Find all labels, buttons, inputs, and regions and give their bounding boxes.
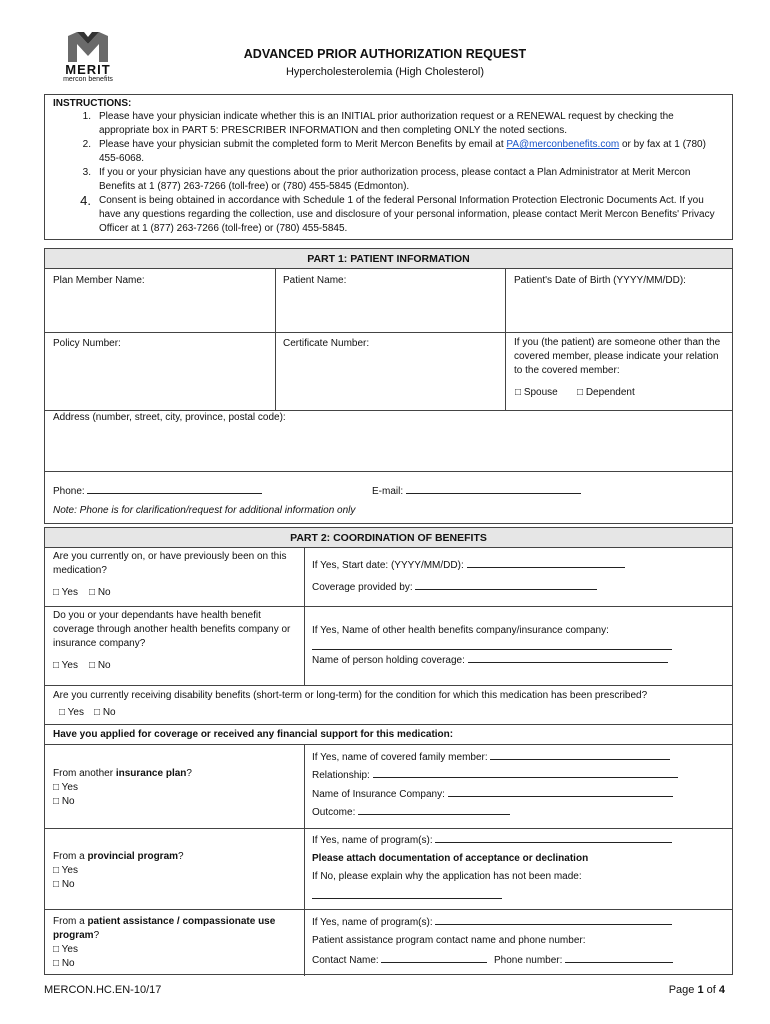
instructions-heading: INSTRUCTIONS: (53, 98, 132, 109)
provincial-program-question: From a provincial program? (53, 851, 184, 862)
disability-no[interactable]: □ No (94, 707, 116, 718)
instruction-item: 2. Please have your physician submit the completed form to Merit Mercon Benefits by email at PA@merconbenefits.com or by fax at 1 (780) 455-6068. (82, 139, 706, 164)
provincial-program-yes[interactable]: □ Yes (53, 865, 78, 876)
form-subtitle: Hypercholesterolemia (High Cholesterol) (285, 66, 485, 78)
provincial-program-name-field[interactable]: If Yes, name of program(s): (312, 833, 672, 848)
patient-assistance-no[interactable]: □ No (53, 958, 75, 969)
explain-label: If No, please explain why the application has not been made: (312, 871, 582, 882)
relation-label: If you (the patient) are someone other than the covered member, please indicate your relation to the covered member: (514, 337, 721, 376)
patient-dob-label: Patient's Date of Birth (YYYY/MM/DD): (514, 275, 686, 286)
other-coverage-question: Do you or your dependants have health benefit coverage through another health benefits company or insurance company? (53, 610, 291, 649)
policy-number-label: Policy Number: (53, 338, 121, 349)
part2-header: PART 2: COORDINATION OF BENEFITS (45, 528, 732, 548)
phone-line (87, 484, 262, 494)
logo-subtitle: mercon benefits (63, 76, 113, 83)
page-number: Page 1 of 4 (668, 984, 725, 996)
part2-section (44, 527, 733, 975)
instructions-box (44, 94, 733, 240)
disability-question: Are you currently receiving disability benefits (short-term or long-term) for the condition for which this medication has been prescribed? (53, 690, 648, 701)
address-label: Address (number, street, city, province, postal code): (53, 412, 286, 423)
insurance-plan-no[interactable]: □ No (53, 796, 75, 807)
logo-company: MERIT (65, 62, 111, 77)
attach-documentation-note: Please attach documentation of acceptance or declination (312, 853, 589, 864)
insurance-plan-yes[interactable]: □ Yes (53, 782, 78, 793)
contact-phone-field[interactable]: Phone number: (494, 953, 673, 968)
financial-support-question: Have you applied for coverage or received any financial support for this medication: (53, 729, 454, 740)
part1-section (44, 248, 733, 524)
spouse-checkbox[interactable]: □ Spouse (515, 387, 558, 398)
patient-assistance-question: From a patient assistance / compassionate use program? (53, 916, 276, 941)
explain-line[interactable] (312, 889, 502, 899)
other-coverage-yes[interactable]: □ Yes (53, 660, 78, 671)
patient-name-label: Patient Name: (283, 275, 347, 286)
outcome-field[interactable]: Outcome: (312, 805, 510, 820)
coverage-holder-field[interactable]: Name of person holding coverage: (312, 653, 668, 668)
certificate-number-label: Certificate Number: (283, 338, 370, 349)
other-company-line[interactable] (312, 640, 672, 650)
pap-contact-label: Patient assistance program contact name and phone number: (312, 935, 586, 946)
current-medication-question: Are you currently on, or have previously been on this medication? (53, 551, 287, 576)
insurance-plan-question: From another insurance plan? (53, 768, 192, 779)
email-field[interactable]: E-mail: (372, 484, 581, 499)
patient-assistance-yes[interactable]: □ Yes (53, 944, 78, 955)
relationship-field[interactable]: Relationship: (312, 768, 678, 783)
plan-member-name-label: Plan Member Name: (53, 275, 145, 286)
instruction-item: 3. If you or your physician have any questions about the prior authorization process, please contact a Plan Administrator at Merit Mercon Benefits at 1 (877) 263-7266 (toll-free) or (780) 455-5845 (Edmonton). (82, 167, 691, 192)
form-title: ADVANCED PRIOR AUTHORIZATION REQUEST (243, 47, 527, 61)
insurance-company-field[interactable]: Name of Insurance Company: (312, 787, 673, 802)
disability-yes[interactable]: □ Yes (59, 707, 84, 718)
part1-header: PART 1: PATIENT INFORMATION (45, 249, 732, 269)
merit-logo (50, 32, 126, 90)
current-medication-no[interactable]: □ No (89, 587, 111, 598)
phone-note: Note: Phone is for clarification/request for additional information only (53, 505, 356, 516)
other-company-label: If Yes, Name of other health benefits company/insurance company: (312, 625, 609, 636)
provincial-program-no[interactable]: □ No (53, 879, 75, 890)
instruction-item: 1. Please have your physician indicate whether this is an INITIAL prior authorization request or a RENEWAL request by checking the appropriate box in PART 5: PRESCRIBER INFORMATION and then completing ONLY the noted sections. (82, 111, 674, 136)
current-medication-yes[interactable]: □ Yes (53, 587, 78, 598)
form-code: MERCON.HC.EN-10/17 (44, 984, 162, 996)
family-member-field[interactable]: If Yes, name of covered family member: (312, 750, 670, 765)
other-coverage-no[interactable]: □ No (89, 660, 111, 671)
phone-field[interactable]: Phone: (53, 484, 262, 499)
contact-name-field[interactable]: Contact Name: (312, 953, 487, 968)
instruction-item: 4. Consent is being obtained in accordance with Schedule 1 of the federal Personal Information Protection Electronic Documents Act. If you have any questions regarding the collection, use and disclosure of your personal information, please contact Merit Mercon Benefits' Privacy Officer at 1 (877) 263-7266 (toll-free) or (780) 455-5845. (80, 193, 715, 234)
email-line (406, 484, 581, 494)
start-date-field[interactable]: If Yes, Start date: (YYYY/MM/DD): (312, 558, 625, 573)
pap-program-name-field[interactable]: If Yes, name of program(s): (312, 915, 672, 930)
coverage-provided-field[interactable]: Coverage provided by: (312, 580, 597, 595)
dependent-checkbox[interactable]: □ Dependent (577, 387, 635, 398)
email-link[interactable]: PA@merconbenefits.com (506, 139, 620, 150)
